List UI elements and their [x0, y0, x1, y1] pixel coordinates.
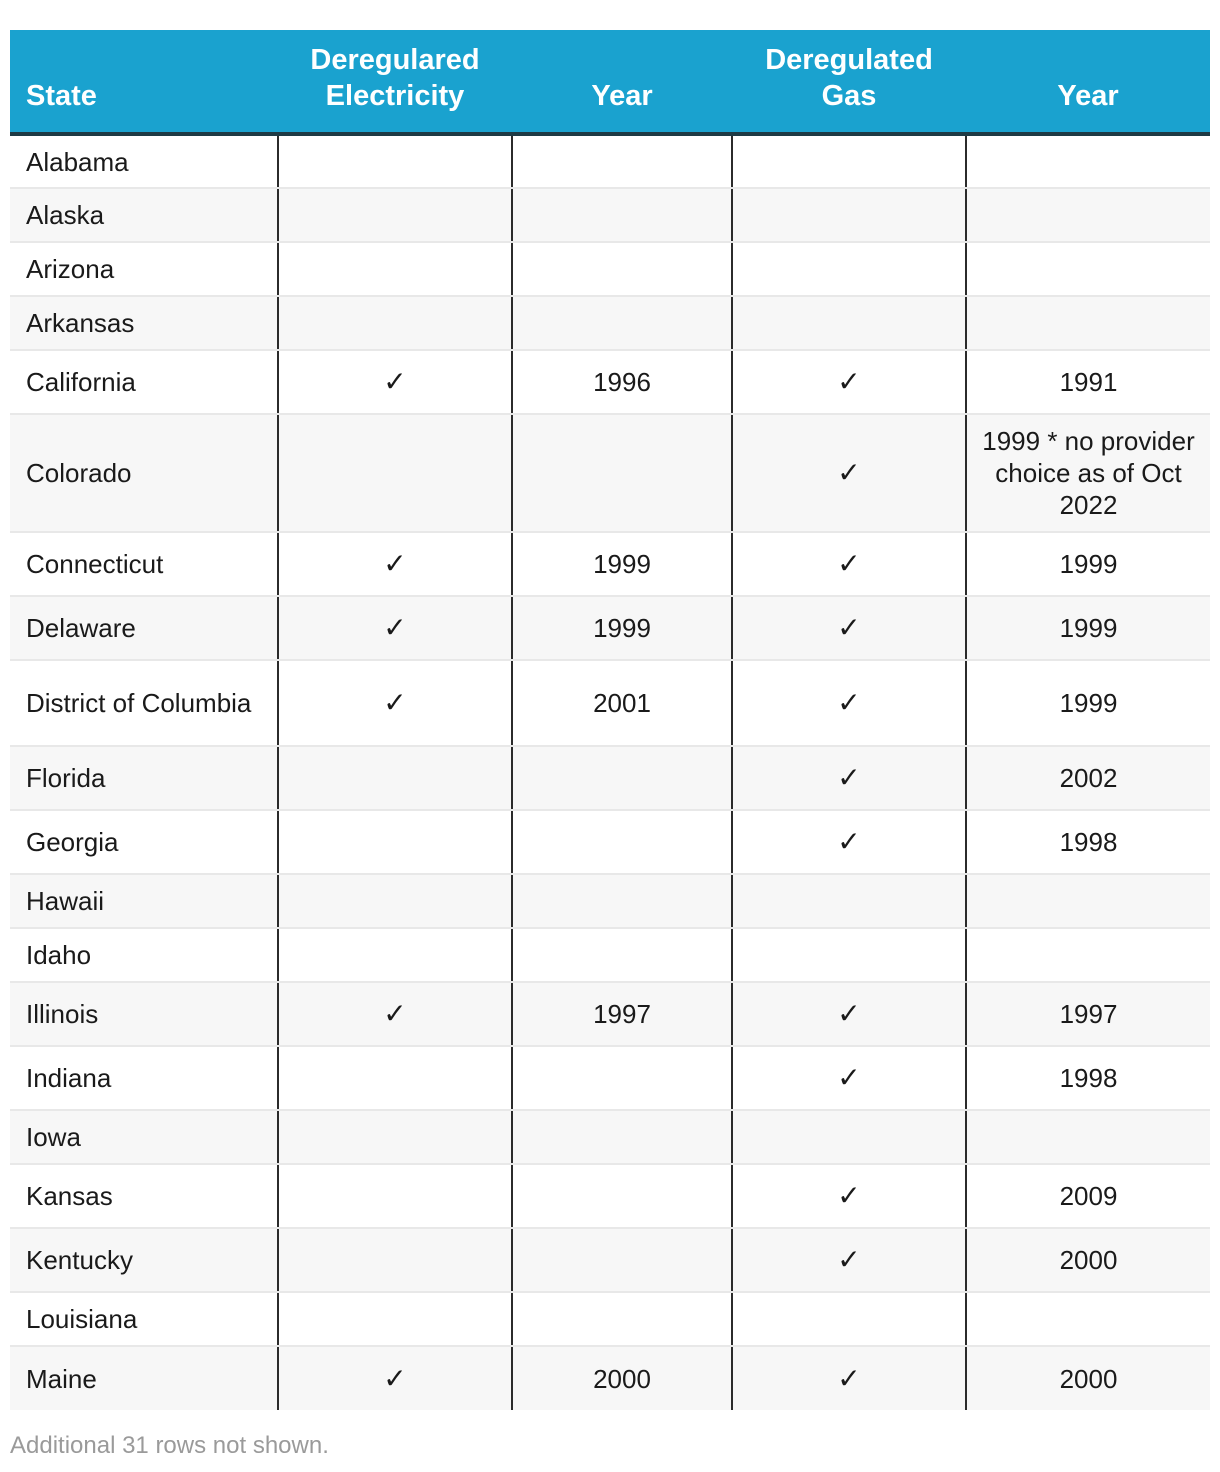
column-header-electricity-year: Year	[512, 30, 732, 134]
electricity-year-cell: 1996	[512, 350, 732, 414]
column-header-state: State	[10, 30, 278, 134]
electricity-year-cell: 1999	[512, 532, 732, 596]
table-row	[10, 350, 1210, 414]
electricity-check-cell: ✓	[278, 982, 512, 1046]
gas-year-cell: 1999	[966, 532, 1210, 596]
gas-check-cell: ✓	[732, 414, 966, 532]
state-cell: Idaho	[10, 928, 278, 982]
electricity-check-cell	[278, 414, 512, 532]
state-cell: Hawaii	[10, 874, 278, 928]
gas-check-cell: ✓	[732, 1046, 966, 1110]
gas-check-cell: ✓	[732, 350, 966, 414]
table-row	[10, 810, 1210, 874]
table-container	[10, 30, 1210, 1410]
gas-check-cell	[732, 874, 966, 928]
state-cell: California	[10, 350, 278, 414]
gas-year-cell: 1997	[966, 982, 1210, 1046]
table-row	[10, 1228, 1210, 1292]
gas-year-cell	[966, 1110, 1210, 1164]
gas-check-cell: ✓	[732, 532, 966, 596]
electricity-check-cell	[278, 1046, 512, 1110]
table-row	[10, 296, 1210, 350]
electricity-check-cell	[278, 1110, 512, 1164]
table-row	[10, 874, 1210, 928]
electricity-check-cell	[278, 134, 512, 188]
state-cell: Kentucky	[10, 1228, 278, 1292]
table-row	[10, 928, 1210, 982]
gas-check-cell: ✓	[732, 660, 966, 746]
electricity-check-cell	[278, 746, 512, 810]
state-cell: Kansas	[10, 1164, 278, 1228]
table-row	[10, 242, 1210, 296]
electricity-year-cell	[512, 1164, 732, 1228]
electricity-year-cell	[512, 1110, 732, 1164]
electricity-check-cell	[278, 1292, 512, 1346]
table-row	[10, 532, 1210, 596]
electricity-year-cell	[512, 188, 732, 242]
electricity-year-cell	[512, 874, 732, 928]
gas-check-cell: ✓	[732, 596, 966, 660]
electricity-check-cell: ✓	[278, 350, 512, 414]
state-cell: Delaware	[10, 596, 278, 660]
gas-year-cell: 2002	[966, 746, 1210, 810]
gas-year-cell	[966, 874, 1210, 928]
electricity-year-cell: 2000	[512, 1346, 732, 1410]
electricity-check-cell: ✓	[278, 532, 512, 596]
electricity-check-cell: ✓	[278, 660, 512, 746]
state-cell: Iowa	[10, 1110, 278, 1164]
electricity-check-cell	[278, 810, 512, 874]
state-cell: Georgia	[10, 810, 278, 874]
table-row	[10, 1346, 1210, 1410]
table-row	[10, 746, 1210, 810]
table-row	[10, 188, 1210, 242]
electricity-check-cell	[278, 242, 512, 296]
state-cell: Maine	[10, 1346, 278, 1410]
gas-check-cell: ✓	[732, 982, 966, 1046]
gas-year-cell	[966, 134, 1210, 188]
electricity-check-cell	[278, 188, 512, 242]
gas-check-cell	[732, 928, 966, 982]
column-header-gas-year: Year	[966, 30, 1210, 134]
table-row	[10, 660, 1210, 746]
state-cell: District of Columbia	[10, 660, 278, 746]
table-row	[10, 596, 1210, 660]
table-row	[10, 134, 1210, 188]
state-cell: Louisiana	[10, 1292, 278, 1346]
electricity-year-cell: 1997	[512, 982, 732, 1046]
gas-check-cell	[732, 1110, 966, 1164]
table-row	[10, 1110, 1210, 1164]
deregulation-table	[10, 30, 1210, 1410]
gas-check-cell: ✓	[732, 1346, 966, 1410]
state-cell: Arkansas	[10, 296, 278, 350]
column-header-electricity: Deregulared Electricity	[278, 30, 512, 134]
gas-year-cell: 1991	[966, 350, 1210, 414]
state-cell: Illinois	[10, 982, 278, 1046]
electricity-year-cell	[512, 928, 732, 982]
table-row	[10, 1292, 1210, 1346]
gas-year-cell	[966, 296, 1210, 350]
gas-year-cell: 1999 * no provider choice as of Oct 2022	[966, 414, 1210, 532]
footnote-rows-not-shown: Additional 31 rows not shown.	[10, 1432, 329, 1459]
electricity-year-cell	[512, 810, 732, 874]
state-cell: Connecticut	[10, 532, 278, 596]
electricity-year-cell	[512, 1046, 732, 1110]
electricity-year-cell: 2001	[512, 660, 732, 746]
electricity-check-cell	[278, 296, 512, 350]
electricity-year-cell	[512, 134, 732, 188]
state-cell: Alaska	[10, 188, 278, 242]
state-cell: Florida	[10, 746, 278, 810]
table-row	[10, 1164, 1210, 1228]
electricity-year-cell	[512, 414, 732, 532]
gas-check-cell: ✓	[732, 810, 966, 874]
gas-check-cell	[732, 188, 966, 242]
state-cell: Alabama	[10, 134, 278, 188]
electricity-year-cell	[512, 1228, 732, 1292]
gas-check-cell	[732, 1292, 966, 1346]
electricity-check-cell: ✓	[278, 1346, 512, 1410]
gas-year-cell: 1999	[966, 596, 1210, 660]
electricity-year-cell: 1999	[512, 596, 732, 660]
gas-check-cell	[732, 242, 966, 296]
gas-year-cell	[966, 928, 1210, 982]
gas-year-cell: 2000	[966, 1228, 1210, 1292]
electricity-check-cell	[278, 1228, 512, 1292]
table-row	[10, 414, 1210, 532]
gas-check-cell: ✓	[732, 1228, 966, 1292]
table-body	[10, 134, 1210, 1410]
table-row	[10, 982, 1210, 1046]
gas-year-cell	[966, 242, 1210, 296]
electricity-year-cell	[512, 1292, 732, 1346]
table-header	[10, 30, 1210, 134]
gas-check-cell: ✓	[732, 1164, 966, 1228]
gas-year-cell: 2000	[966, 1346, 1210, 1410]
gas-check-cell	[732, 296, 966, 350]
column-header-gas: Deregulated Gas	[732, 30, 966, 134]
gas-year-cell: 1998	[966, 1046, 1210, 1110]
electricity-year-cell	[512, 242, 732, 296]
electricity-check-cell: ✓	[278, 596, 512, 660]
gas-year-cell: 1998	[966, 810, 1210, 874]
gas-year-cell: 2009	[966, 1164, 1210, 1228]
electricity-year-cell	[512, 296, 732, 350]
electricity-year-cell	[512, 746, 732, 810]
table-row	[10, 1046, 1210, 1110]
gas-check-cell: ✓	[732, 746, 966, 810]
gas-year-cell: 1999	[966, 660, 1210, 746]
state-cell: Arizona	[10, 242, 278, 296]
electricity-check-cell	[278, 928, 512, 982]
gas-year-cell	[966, 188, 1210, 242]
gas-check-cell	[732, 134, 966, 188]
state-cell: Colorado	[10, 414, 278, 532]
electricity-check-cell	[278, 1164, 512, 1228]
electricity-check-cell	[278, 874, 512, 928]
gas-year-cell	[966, 1292, 1210, 1346]
state-cell: Indiana	[10, 1046, 278, 1110]
